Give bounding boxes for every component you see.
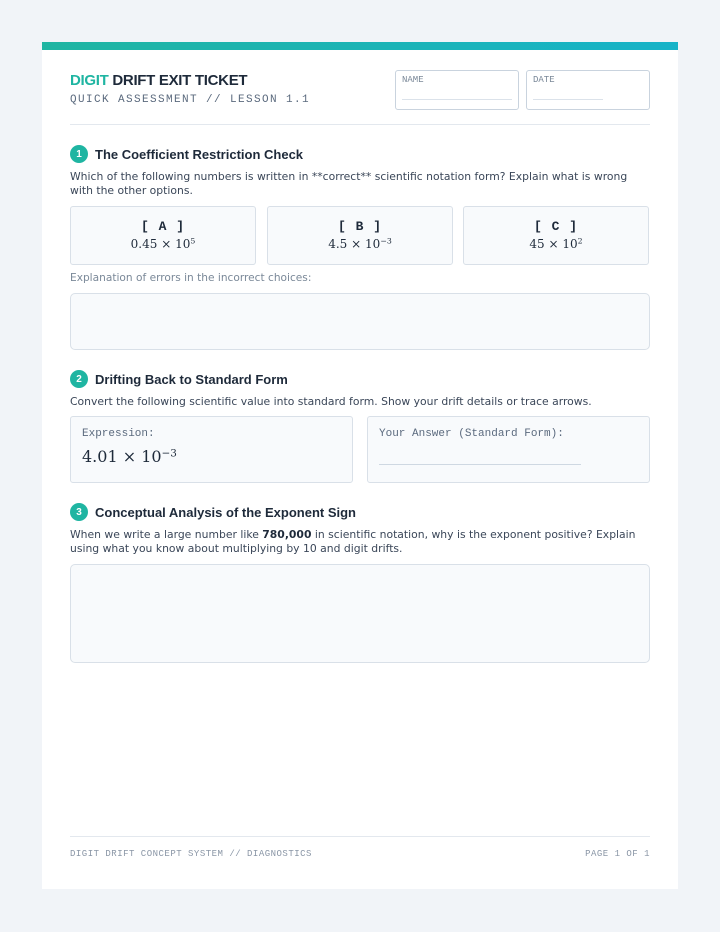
date-label: DATE [533,75,555,85]
name-label: NAME [402,75,424,85]
answer-label: Your Answer (Standard Form): [379,428,564,440]
option-a-card[interactable] [70,206,256,265]
worksheet-page [42,42,678,889]
question-1-answer-box[interactable] [70,293,650,350]
date-field[interactable] [526,70,650,110]
footer-page-number: PAGE 1 OF 1 [585,849,650,859]
question-1-number: 1 [70,145,88,163]
name-field[interactable] [395,70,519,110]
footer-system-label: DIGIT DRIFT CONCEPT SYSTEM // DIAGNOSTICS [70,849,312,859]
question-3-number: 3 [70,503,88,521]
option-a-label: [ A ] [140,219,185,234]
highlight-number: 780,000 [262,528,312,541]
standard-form-answer-panel[interactable] [367,416,650,483]
question-2-heading [70,369,288,389]
option-a-expression: $0.45 \times 10^5$ [130,236,196,251]
option-b-expression: $4.5 \times 10^{-3}$ [328,236,392,251]
option-c-card[interactable] [463,206,649,265]
expression-value: $4.01 \times 10^{-3}$ [82,447,177,466]
expression-label: Expression: [82,428,155,440]
name-line [402,99,512,100]
page-title [70,72,247,89]
header-divider [70,124,650,125]
page-subtitle: QUICK ASSESSMENT // LESSON 1.1 [70,94,311,106]
question-2-number: 2 [70,370,88,388]
date-line [533,99,603,100]
question-1-heading [70,144,303,164]
question-3-text: When we write a large number like 780,000 in scientific notation, why is the exponent positive? Explain using what you know about multiplying by 10 and digit drifts. [70,528,636,555]
question-3-answer-box[interactable] [70,564,650,663]
accent-bar [42,42,678,50]
option-c-label: [ C ] [533,219,578,234]
expression-panel [70,416,353,483]
title-rest: DRIFT EXIT TICKET [112,72,248,89]
question-1-title: The Coefficient Restriction Check [95,146,304,162]
option-c-expression: $45 \times 10^2$ [529,236,583,251]
title-accent: DIGIT [70,72,109,89]
footer-divider [70,836,650,837]
question-2-title: Drifting Back to Standard Form [95,371,288,387]
option-b-label: [ B ] [337,219,382,234]
question-3-heading [70,502,356,522]
question-2-text: Convert the following scientific value into standard form. Show your drift details or trace arrows. [70,395,592,408]
answer-line [379,464,581,465]
option-b-card[interactable] [267,206,453,265]
question-1-caption: Explanation of errors in the incorrect choices: [70,272,312,284]
question-3-title: Conceptual Analysis of the Exponent Sign [95,504,356,520]
question-1-text: Which of the following numbers is written in **correct** scientific notation form? Explain what is wrong with the other options. [70,170,628,197]
